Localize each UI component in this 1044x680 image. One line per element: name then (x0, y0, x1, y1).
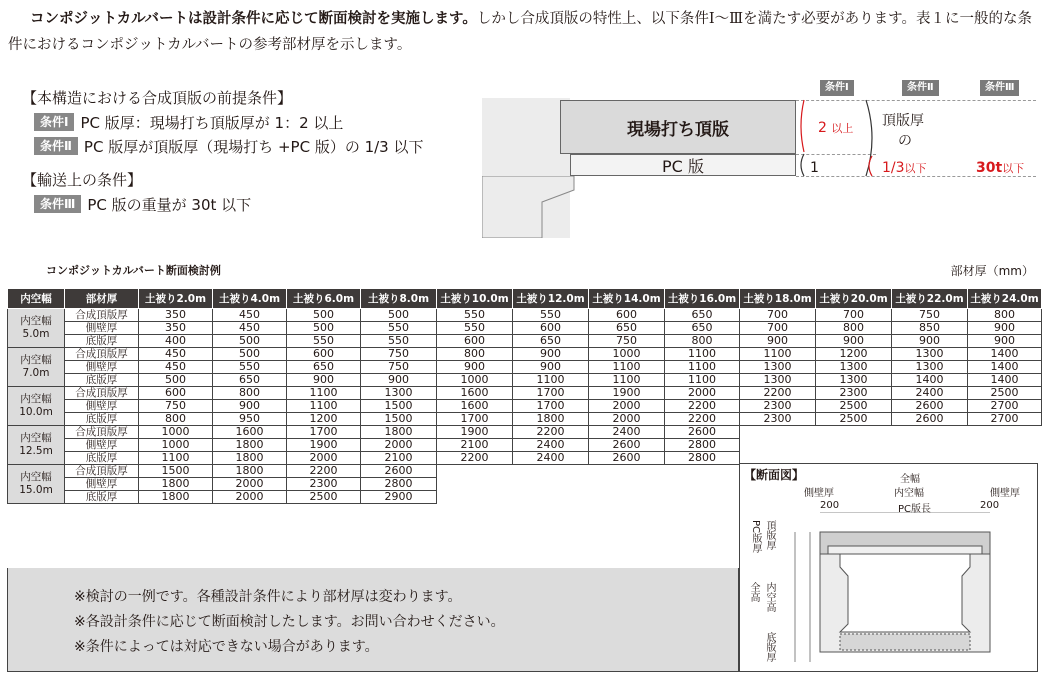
empty-cell (589, 491, 665, 504)
thickness-cell: 1200 (287, 413, 361, 426)
thickness-cell: 500 (287, 322, 361, 335)
empty-cell (816, 439, 892, 452)
thickness-cell: 600 (139, 387, 213, 400)
thickness-cell: 1100 (665, 361, 740, 374)
c2-label-1: 頂版厚 (882, 113, 924, 129)
thickness-cell: 1300 (740, 361, 816, 374)
thickness-cell: 1400 (892, 374, 968, 387)
thickness-cell: 600 (513, 322, 589, 335)
member-cell: 底版厚 (65, 335, 139, 348)
dim-left-label: 200 (820, 500, 840, 511)
inner-width-cell: 内空幅 12.5m (8, 426, 65, 465)
empty-cell (589, 465, 665, 478)
header-cover-depth: 土被り8.0m (361, 289, 437, 309)
thickness-cell: 700 (816, 309, 892, 322)
header-cover-depth: 土被り14.0m (589, 289, 665, 309)
thickness-cell: 750 (589, 335, 665, 348)
thickness-cell: 1500 (139, 465, 213, 478)
thickness-cell: 2700 (968, 413, 1042, 426)
thickness-cell: 2400 (589, 426, 665, 439)
thickness-cell: 550 (361, 335, 437, 348)
member-cell: 側壁厚 (65, 322, 139, 335)
thickness-cell: 1100 (589, 374, 665, 387)
thickness-cell: 2400 (513, 452, 589, 465)
thickness-cell: 1500 (361, 413, 437, 426)
thickness-cell: 2700 (968, 400, 1042, 413)
thickness-cell: 2300 (287, 478, 361, 491)
thickness-cell: 2600 (361, 465, 437, 478)
premise-conditions (22, 86, 472, 216)
condition-1-text: PC 版厚：現場打ち頂版厚が 1：2 以上 (80, 113, 344, 132)
thickness-cell: 2600 (589, 452, 665, 465)
member-cell: 底版厚 (65, 452, 139, 465)
condition-2 (34, 134, 472, 158)
thickness-cell: 2500 (968, 387, 1042, 400)
thickness-cell: 500 (213, 348, 287, 361)
empty-cell (665, 491, 740, 504)
premise-heading: 【本構造における合成頂版の前提条件】 (22, 89, 293, 107)
empty-cell (437, 465, 513, 478)
thickness-cell: 1300 (892, 348, 968, 361)
empty-cell (513, 465, 589, 478)
thickness-cell: 2000 (213, 491, 287, 504)
empty-cell (437, 491, 513, 504)
thickness-cell: 800 (665, 335, 740, 348)
diagram-tag-1: 条件Ⅰ (820, 80, 854, 96)
header-cover-depth: 土被り24.0m (968, 289, 1042, 309)
thickness-cell: 900 (287, 374, 361, 387)
thickness-cell: 1300 (816, 374, 892, 387)
thickness-cell: 1000 (437, 374, 513, 387)
thickness-cell: 2500 (287, 491, 361, 504)
intro-lead: コンポジットカルバートは設計条件に応じて断面検討を実施します。 (30, 11, 477, 27)
thickness-cell: 700 (740, 322, 816, 335)
header-cover-depth: 土被り20.0m (816, 289, 892, 309)
thickness-cell: 800 (816, 322, 892, 335)
member-cell: 底版厚 (65, 374, 139, 387)
thickness-cell: 650 (287, 361, 361, 374)
thickness-cell: 2200 (437, 452, 513, 465)
wall-haunch (482, 176, 592, 238)
pc-length-label: PC版長 (898, 504, 932, 515)
header-cover-depth: 土被り4.0m (213, 289, 287, 309)
c1-bottom-ratio: 1 (810, 160, 819, 176)
cross-section-heading: 【断面図】 (744, 468, 805, 482)
thickness-cell: 1800 (139, 478, 213, 491)
empty-cell (968, 426, 1042, 439)
thickness-cell: 500 (287, 309, 361, 322)
inner-width-label: 内空幅 (894, 488, 924, 499)
intro-paragraph (8, 6, 1038, 58)
empty-cell (437, 478, 513, 491)
thickness-cell: 2300 (816, 387, 892, 400)
thickness-cell: 750 (139, 400, 213, 413)
top-slab-label: 頂版厚 (764, 520, 775, 550)
thickness-cell: 450 (139, 348, 213, 361)
thickness-cell: 800 (968, 309, 1042, 322)
thickness-cell: 2000 (589, 400, 665, 413)
thickness-cell: 1300 (892, 361, 968, 374)
member-cell: 底版厚 (65, 413, 139, 426)
header-cover-depth: 土被り6.0m (287, 289, 361, 309)
member-cell: 側壁厚 (65, 400, 139, 413)
empty-cell (740, 439, 816, 452)
inner-width-cell: 内空幅 7.0m (8, 348, 65, 387)
thickness-cell: 2100 (437, 439, 513, 452)
thickness-cell: 1700 (513, 400, 589, 413)
cast-in-place-slab: 現場打ち頂版 (560, 100, 796, 154)
thickness-cell: 900 (513, 361, 589, 374)
note-1: ※検討の一例です。各種設計条件により部材厚は変わります。 (74, 589, 462, 605)
cross-section-drawing (780, 512, 1030, 670)
thickness-cell: 2600 (892, 400, 968, 413)
thickness-cell: 900 (968, 322, 1042, 335)
condition-1-tag: 条件Ⅰ (34, 113, 74, 131)
thickness-cell: 600 (589, 309, 665, 322)
thickness-cell: 500 (213, 335, 287, 348)
thickness-cell: 1000 (139, 426, 213, 439)
thickness-cell: 2000 (287, 452, 361, 465)
thickness-cell: 1800 (213, 439, 287, 452)
thickness-cell: 650 (213, 374, 287, 387)
thickness-cell: 1300 (361, 387, 437, 400)
thickness-cell: 1100 (287, 387, 361, 400)
table-row (8, 387, 1042, 400)
thickness-cell: 550 (287, 335, 361, 348)
condition-3-tag: 条件Ⅲ (34, 195, 81, 213)
thickness-cell: 900 (513, 348, 589, 361)
transport-heading: 【輸送上の条件】 (22, 171, 143, 189)
thickness-cell: 2300 (740, 400, 816, 413)
thickness-cell: 1000 (139, 439, 213, 452)
thickness-cell: 2400 (513, 439, 589, 452)
thickness-cell: 2000 (361, 439, 437, 452)
empty-cell (665, 478, 740, 491)
thickness-cell: 1100 (589, 361, 665, 374)
thickness-cell: 2200 (665, 400, 740, 413)
empty-cell (513, 478, 589, 491)
total-width-label: 全幅 (900, 474, 920, 485)
header-inner-width: 内空幅 (8, 289, 65, 309)
empty-cell (513, 491, 589, 504)
thickness-cell: 950 (213, 413, 287, 426)
thickness-cell: 1400 (968, 361, 1042, 374)
thickness-cell: 1100 (287, 400, 361, 413)
thickness-cell: 550 (513, 309, 589, 322)
thickness-cell: 2200 (740, 387, 816, 400)
pc-thick-label: PC版厚 (750, 520, 761, 554)
empty-cell (665, 465, 740, 478)
thickness-cell: 2300 (740, 413, 816, 426)
thickness-cell: 650 (665, 309, 740, 322)
thickness-cell: 1600 (437, 387, 513, 400)
cross-section-panel (739, 463, 1038, 672)
member-cell: 合成頂版厚 (65, 309, 139, 322)
thickness-cell: 750 (892, 309, 968, 322)
thickness-cell: 1500 (361, 400, 437, 413)
c1-top-ratio: 2 以上 (818, 120, 854, 136)
thickness-cell: 1600 (437, 400, 513, 413)
thickness-cell: 2500 (816, 400, 892, 413)
thickness-cell: 2600 (665, 426, 740, 439)
diagram-tag-2: 条件Ⅱ (902, 80, 939, 96)
thickness-cell: 2200 (665, 413, 740, 426)
thickness-cell: 1700 (437, 413, 513, 426)
table-row (8, 361, 1042, 374)
thickness-cell: 1100 (513, 374, 589, 387)
thickness-cell: 1800 (213, 452, 287, 465)
thickness-cell: 1800 (139, 491, 213, 504)
side-wall-left-label: 側壁厚 (804, 488, 834, 499)
empty-cell (968, 439, 1042, 452)
inner-width-cell: 内空幅 15.0m (8, 465, 65, 504)
thickness-cell: 550 (437, 322, 513, 335)
empty-cell (892, 426, 968, 439)
thickness-cell: 600 (437, 335, 513, 348)
inner-width-cell: 内空幅 5.0m (8, 309, 65, 348)
thickness-cell: 750 (361, 361, 437, 374)
header-member: 部材厚 (65, 289, 139, 309)
thickness-cell: 2000 (589, 413, 665, 426)
thickness-cell: 2100 (361, 452, 437, 465)
thickness-cell: 2800 (361, 478, 437, 491)
member-cell: 側壁厚 (65, 361, 139, 374)
table-row (8, 374, 1042, 387)
note-2: ※各設計条件に応じて断面検討したします。お問い合わせください。 (74, 614, 505, 630)
thickness-cell: 2800 (665, 439, 740, 452)
thickness-cell: 750 (361, 348, 437, 361)
thickness-cell: 2600 (892, 413, 968, 426)
thickness-cell: 1800 (213, 465, 287, 478)
thickness-cell: 800 (139, 413, 213, 426)
thickness-cell: 900 (437, 361, 513, 374)
condition-3-text: PC 版の重量が 30t 以下 (87, 195, 252, 214)
thickness-cell: 900 (213, 400, 287, 413)
thickness-cell: 650 (513, 335, 589, 348)
thickness-cell: 1900 (287, 439, 361, 452)
thickness-cell: 2000 (665, 387, 740, 400)
header-cover-depth: 土被り10.0m (437, 289, 513, 309)
thickness-cell: 350 (139, 322, 213, 335)
thickness-cell: 1800 (361, 426, 437, 439)
table-row (8, 348, 1042, 361)
thickness-cell: 500 (361, 309, 437, 322)
member-cell: 底版厚 (65, 491, 139, 504)
notes-box (7, 568, 739, 672)
table-row (8, 322, 1042, 335)
thickness-cell: 600 (287, 348, 361, 361)
thickness-cell: 900 (740, 335, 816, 348)
thickness-cell: 400 (139, 335, 213, 348)
thickness-cell: 1100 (665, 348, 740, 361)
diagram-tag-3: 条件Ⅲ (980, 80, 1019, 96)
condition-1 (34, 110, 472, 134)
dim-right-label: 200 (980, 500, 1000, 511)
intro-rest: しかし合成頂版の特性上、以下条件Ⅰ～Ⅲを満たす必要があります。表１に一般的な条件におけるコンポジットカルバートの参考部材厚を示します。 (8, 11, 1032, 53)
table-row (8, 439, 1042, 452)
member-cell: 側壁厚 (65, 478, 139, 491)
thickness-cell: 500 (139, 374, 213, 387)
condition-2-tag: 条件Ⅱ (34, 137, 78, 155)
thickness-cell: 2000 (213, 478, 287, 491)
thickness-cell: 350 (139, 309, 213, 322)
inner-height-label: 内空高 (764, 582, 775, 612)
thickness-cell: 900 (361, 374, 437, 387)
side-wall-right-label: 側壁厚 (990, 488, 1020, 499)
thickness-cell: 1600 (213, 426, 287, 439)
thickness-cell: 1100 (665, 374, 740, 387)
thickness-cell: 450 (213, 309, 287, 322)
thickness-cell: 1200 (816, 348, 892, 361)
table-row (8, 426, 1042, 439)
thickness-cell: 550 (213, 361, 287, 374)
condition-3 (34, 192, 472, 216)
inner-width-cell: 内空幅 10.0m (8, 387, 65, 426)
thickness-cell: 900 (816, 335, 892, 348)
member-cell: 合成頂版厚 (65, 348, 139, 361)
table-row (8, 400, 1042, 413)
c3-weight: 30t以下 (976, 160, 1025, 176)
thickness-cell: 1900 (437, 426, 513, 439)
thickness-cell: 1700 (287, 426, 361, 439)
thickness-cell: 450 (213, 322, 287, 335)
empty-cell (892, 439, 968, 452)
c2-ratio: 1/3以下 (882, 160, 927, 176)
thickness-cell: 650 (665, 322, 740, 335)
c2-label-2: の (898, 133, 912, 149)
slab-diagram (480, 80, 1040, 240)
header-cover-depth: 土被り16.0m (665, 289, 740, 309)
table-header-row (8, 289, 1042, 309)
thickness-cell: 1300 (740, 374, 816, 387)
thickness-cell: 1800 (513, 413, 589, 426)
condition-2-text: PC 版厚が頂版厚（現場打ち +PC 版）の 1/3 以下 (83, 137, 424, 156)
thickness-cell: 1700 (513, 387, 589, 400)
bottom-slab-label: 底版厚 (764, 632, 775, 662)
thickness-cell: 800 (437, 348, 513, 361)
member-cell: 合成頂版厚 (65, 426, 139, 439)
empty-cell (816, 426, 892, 439)
table-row (8, 309, 1042, 322)
thickness-cell: 850 (892, 322, 968, 335)
note-3: ※条件によっては対応できない場合があります。 (74, 639, 379, 655)
thickness-cell: 1400 (968, 374, 1042, 387)
header-cover-depth: 土被り22.0m (892, 289, 968, 309)
thickness-cell: 650 (589, 322, 665, 335)
thickness-cell: 700 (740, 309, 816, 322)
table-row (8, 335, 1042, 348)
thickness-cell: 1100 (740, 348, 816, 361)
table-title: コンポジットカルバート断面検討例 (46, 264, 221, 277)
thickness-cell: 1400 (968, 348, 1042, 361)
member-cell: 合成頂版厚 (65, 387, 139, 400)
thickness-cell: 1100 (139, 452, 213, 465)
thickness-cell: 1900 (589, 387, 665, 400)
thickness-cell: 450 (139, 361, 213, 374)
thickness-cell: 900 (968, 335, 1042, 348)
table-unit: 部材厚（mm） (950, 264, 1034, 278)
thickness-cell: 1000 (589, 348, 665, 361)
header-cover-depth: 土被り2.0m (139, 289, 213, 309)
member-cell: 側壁厚 (65, 439, 139, 452)
thickness-cell: 1300 (816, 361, 892, 374)
table-row (8, 413, 1042, 426)
thickness-cell: 2400 (892, 387, 968, 400)
thickness-cell: 550 (361, 322, 437, 335)
thickness-cell: 900 (892, 335, 968, 348)
thickness-cell: 2800 (665, 452, 740, 465)
member-cell: 合成頂版厚 (65, 465, 139, 478)
header-cover-depth: 土被り12.0m (513, 289, 589, 309)
empty-cell (589, 478, 665, 491)
thickness-cell: 2900 (361, 491, 437, 504)
thickness-cell: 2500 (816, 413, 892, 426)
thickness-cell: 550 (437, 309, 513, 322)
thickness-cell: 800 (213, 387, 287, 400)
thickness-cell: 2600 (589, 439, 665, 452)
header-cover-depth: 土被り18.0m (740, 289, 816, 309)
thickness-cell: 2200 (513, 426, 589, 439)
empty-cell (740, 426, 816, 439)
pc-slab: PC 版 (570, 154, 796, 176)
thickness-cell: 2200 (287, 465, 361, 478)
total-height-label: 全高 (748, 582, 759, 602)
